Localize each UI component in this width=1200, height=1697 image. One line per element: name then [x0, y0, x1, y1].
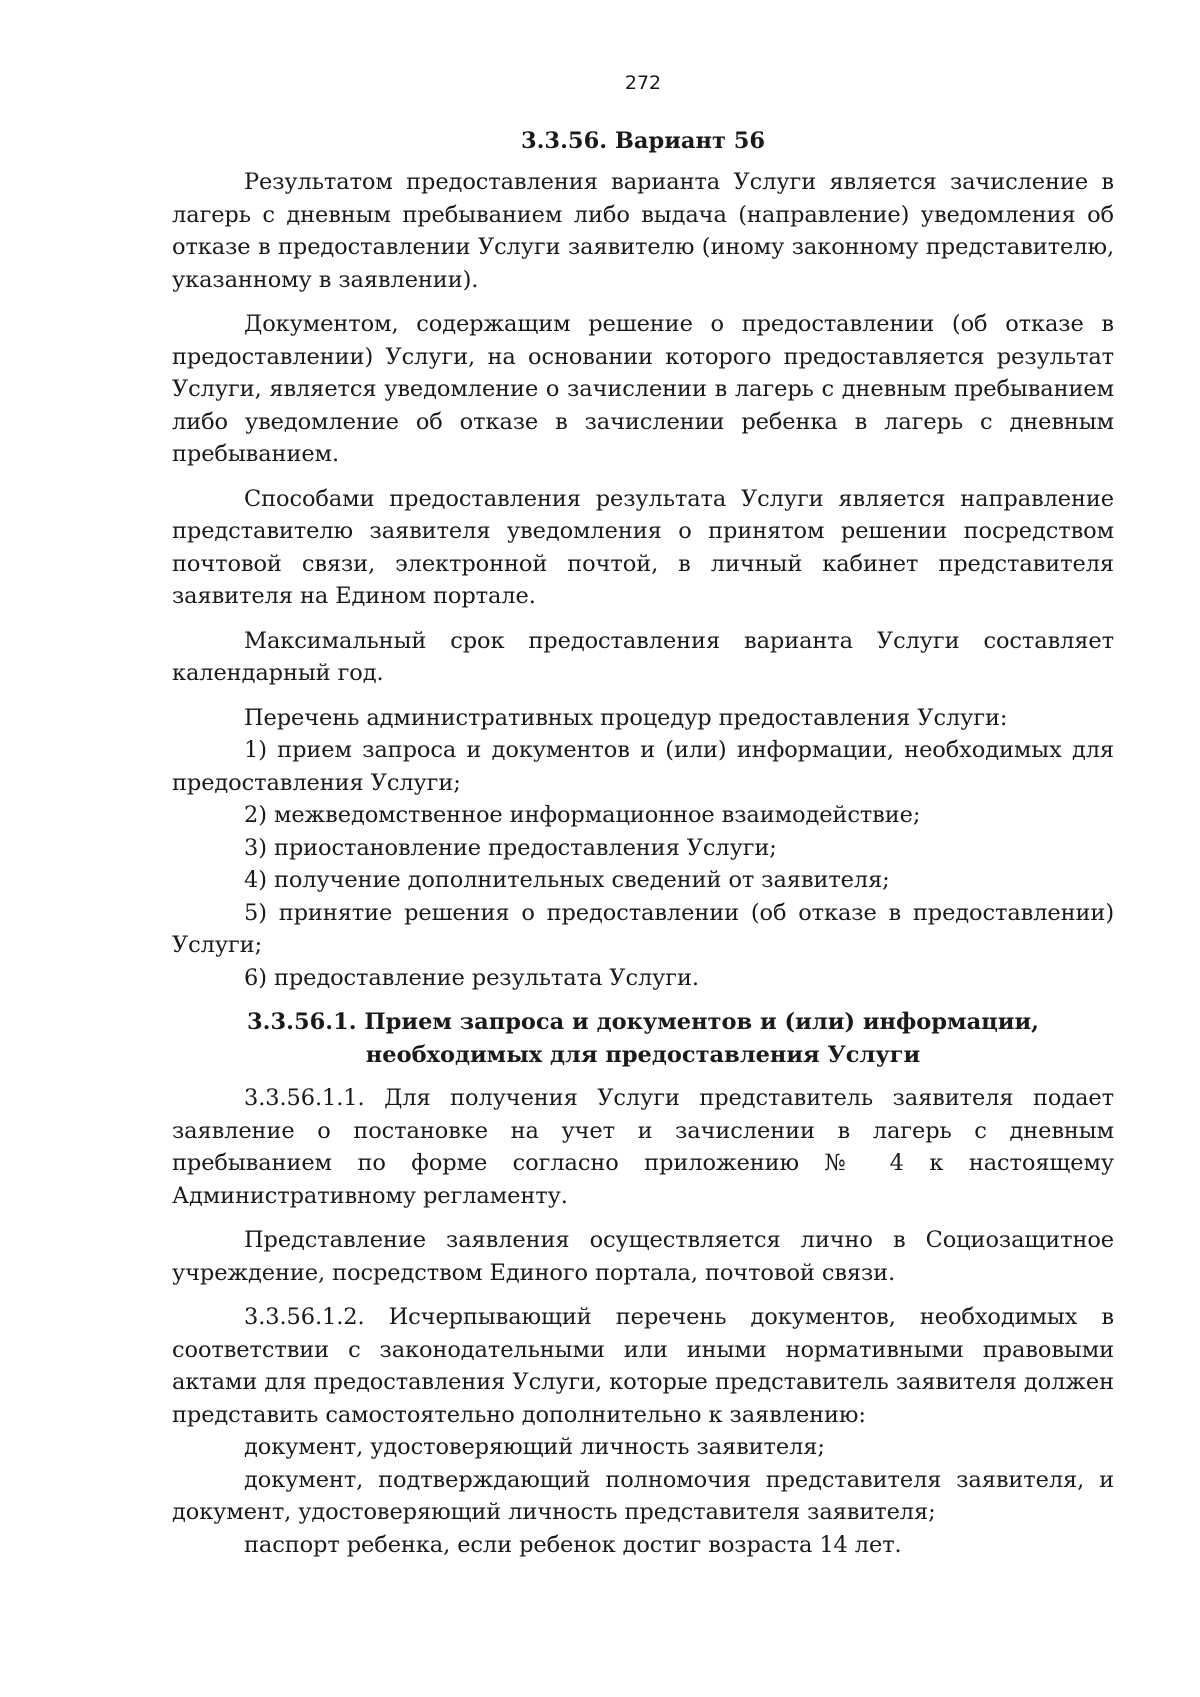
procedure-item: 1) прием запроса и документов и (или) информации, необходимых для предоставления Услуги; [172, 737, 1114, 796]
document-item: документ, подтверждающий полномочия представителя заявителя, и документ, удостоверяющий личность представителя заявителя; [172, 1466, 1114, 1525]
procedures-intro: Перечень административных процедур предоставления Услуги: [244, 704, 1008, 731]
page-content [172, 125, 1114, 1573]
documents-list [172, 1301, 1114, 1561]
procedure-item: 6) предоставление результата Услуги. [244, 964, 699, 991]
section-heading: 3.3.56. Вариант 56 [520, 128, 766, 154]
procedure-item: 3) приостановление предоставления Услуги; [244, 834, 777, 861]
paragraph-decision-document: Документом, содержащим решение о предоставлении (об отказе в предоставлении) Услуги, на основании которого предоставляется результат Услуги, является уведомление о зачислении в лагерь с дневным пребыванием либо уведомление об отказе в зачислении ребенка в лагерь с дневным пребыванием. [172, 311, 1114, 467]
procedures-list [172, 702, 1114, 995]
page-number: 272 [624, 72, 662, 94]
paragraph-max-term: Максимальный срок предоставления варианта Услуги составляет календарный год. [172, 627, 1114, 686]
paragraph-documents-intro: 3.3.56.1.2. Исчерпывающий перечень документов, необходимых в соответствии с законодательными или иными нормативными правовыми актами для предоставления Услуги, которые представитель заявителя должен представить самостоятельно дополнительно к заявлению: [172, 1304, 1114, 1428]
procedure-item: 2) межведомственное информационное взаимодействие; [244, 802, 921, 828]
document-item: документ, удостоверяющий личность заявителя; [244, 1434, 825, 1460]
paragraph-delivery-methods: Способами предоставления результата Услуги является направление представителю заявителя уведомления о принятом решении посредством почтовой связи, электронной почтой, в личный кабинет представителя заявителя на Едином портале. [172, 485, 1114, 609]
procedure-item: 5) принятие решения о предоставлении (об отказе в предоставлении) Услуги; [172, 899, 1114, 958]
procedure-item: 4) получение дополнительных сведений от заявителя; [244, 867, 890, 893]
paragraph-application-submission: 3.3.56.1.1. Для получения Услуги представитель заявителя подает заявление о постановке на учет и зачислении в лагерь с дневным пребыванием по форме согласно приложению № 4 к настоящему Административному регламенту. [172, 1085, 1114, 1209]
document-item: паспорт ребенка, если ребенок достиг возраста 14 лет. [244, 1531, 902, 1558]
subsection-heading: 3.3.56.1. Прием запроса и документов и (или) информации, необходимых для предоставления Услуги [246, 1009, 1039, 1068]
paragraph-application-channels: Представление заявления осуществляется лично в Социозащитное учреждение, посредством Единого портала, почтовой связи. [172, 1227, 1114, 1286]
paragraph-result: Результатом предоставления варианта Услуги является зачисление в лагерь с дневным пребыванием либо выдача (направление) уведомления об отказе в предоставлении Услуги заявителю (иному законному представителю, указанному в заявлении). [172, 169, 1114, 293]
